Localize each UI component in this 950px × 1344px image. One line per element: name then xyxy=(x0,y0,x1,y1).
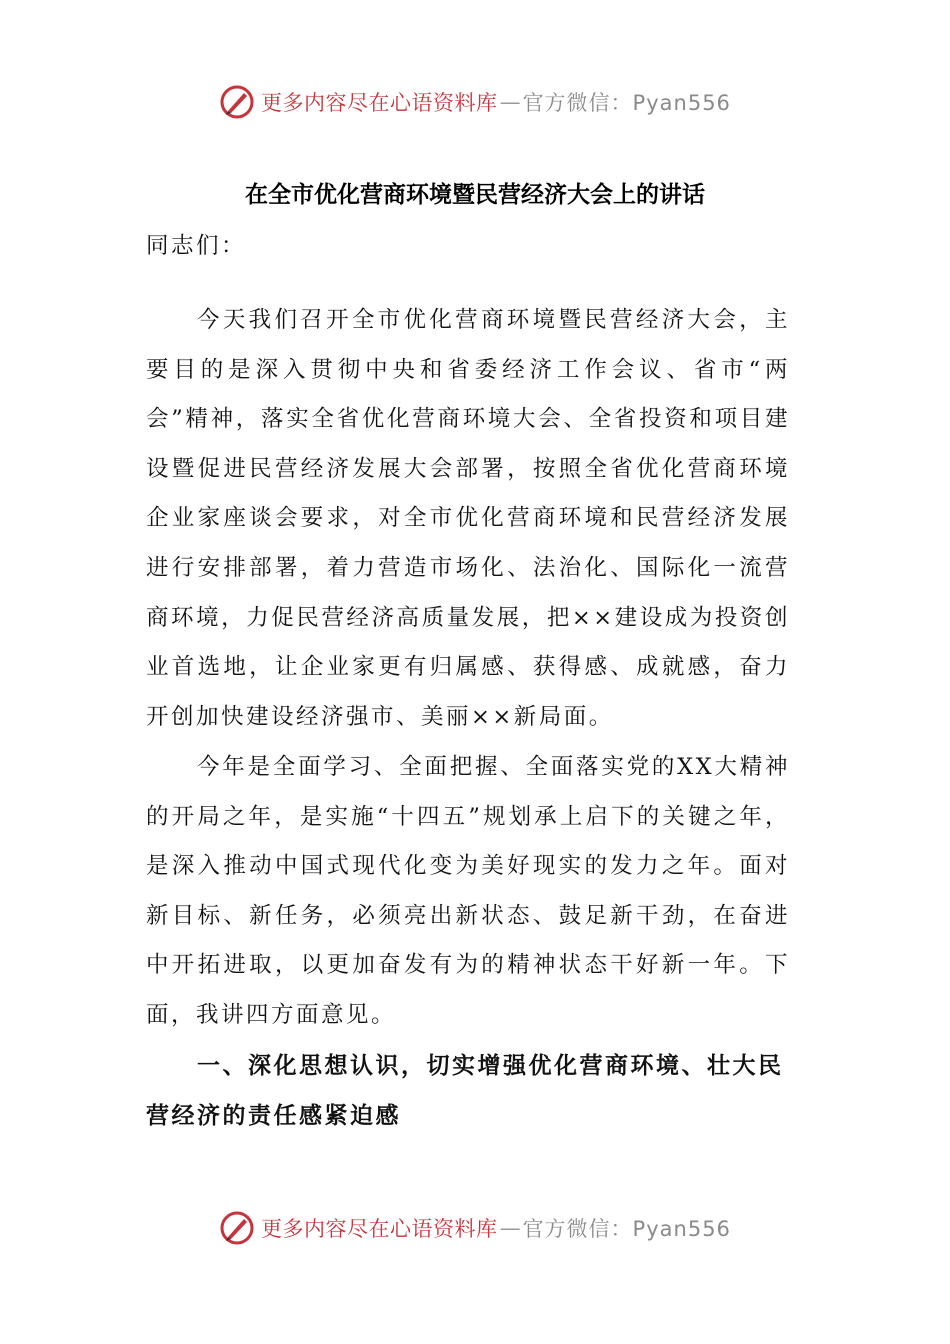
document-title: 在全市优化营商环境暨民营经济大会上的讲话 xyxy=(245,182,705,208)
banner-wechat-text: 官方微信：Pyan556 xyxy=(522,91,731,115)
banner-dash: — xyxy=(499,1216,521,1240)
banner-red-text: 更多内容尽在心语资料库 xyxy=(261,1217,498,1241)
banner-wechat-text: 官方微信：Pyan556 xyxy=(522,1217,731,1241)
banner-red-text: 更多内容尽在心语资料库 xyxy=(261,91,498,115)
banner-dash: — xyxy=(499,90,521,114)
paragraph-2: 今年是全面学习、全面把握、全面落实党的XX大精神的开局之年，是实施“十四五”规划承上启下的关键之年，是深入推动中国式现代化变为美好现实的发力之年。面对新目标、新任务，必须亮出新状态、鼓足新干劲，在奋进中开拓进取，以更加奋发有为的精神状态干好新一年。下面，我讲四方面意见。 xyxy=(146,754,790,1028)
pen-circle-logo-icon xyxy=(219,1210,255,1246)
pen-circle-logo-icon xyxy=(219,84,255,120)
paragraph-1: 今天我们召开全市优化营商环境暨民营经济大会，主要目的是深入贯彻中央和省委经济工作会议、省市“两会”精神，落实全省优化营商环境大会、全省投资和项目建设暨促进民营经济发展大会部署，按照全省优化营商环境企业家座谈会要求，对全市优化营商环境和民营经济发展进行安排部署，着力营造市场化、法治化、国际化一流营商环境，力促民营经济高质量发展，把××建设成为投资创业首选地，让企业家更有归属感、获得感、成就感，奋力开创加快建设经济强市、美丽××新局面。 xyxy=(146,307,790,730)
footer-banner xyxy=(0,1208,950,1248)
header-banner xyxy=(0,82,950,122)
section-heading-1: 一、深化思想认识，切实增强优化营商环境、壮大民营经济的责任感紧迫感 xyxy=(146,1053,784,1129)
salutation: 同志们： xyxy=(146,233,247,259)
